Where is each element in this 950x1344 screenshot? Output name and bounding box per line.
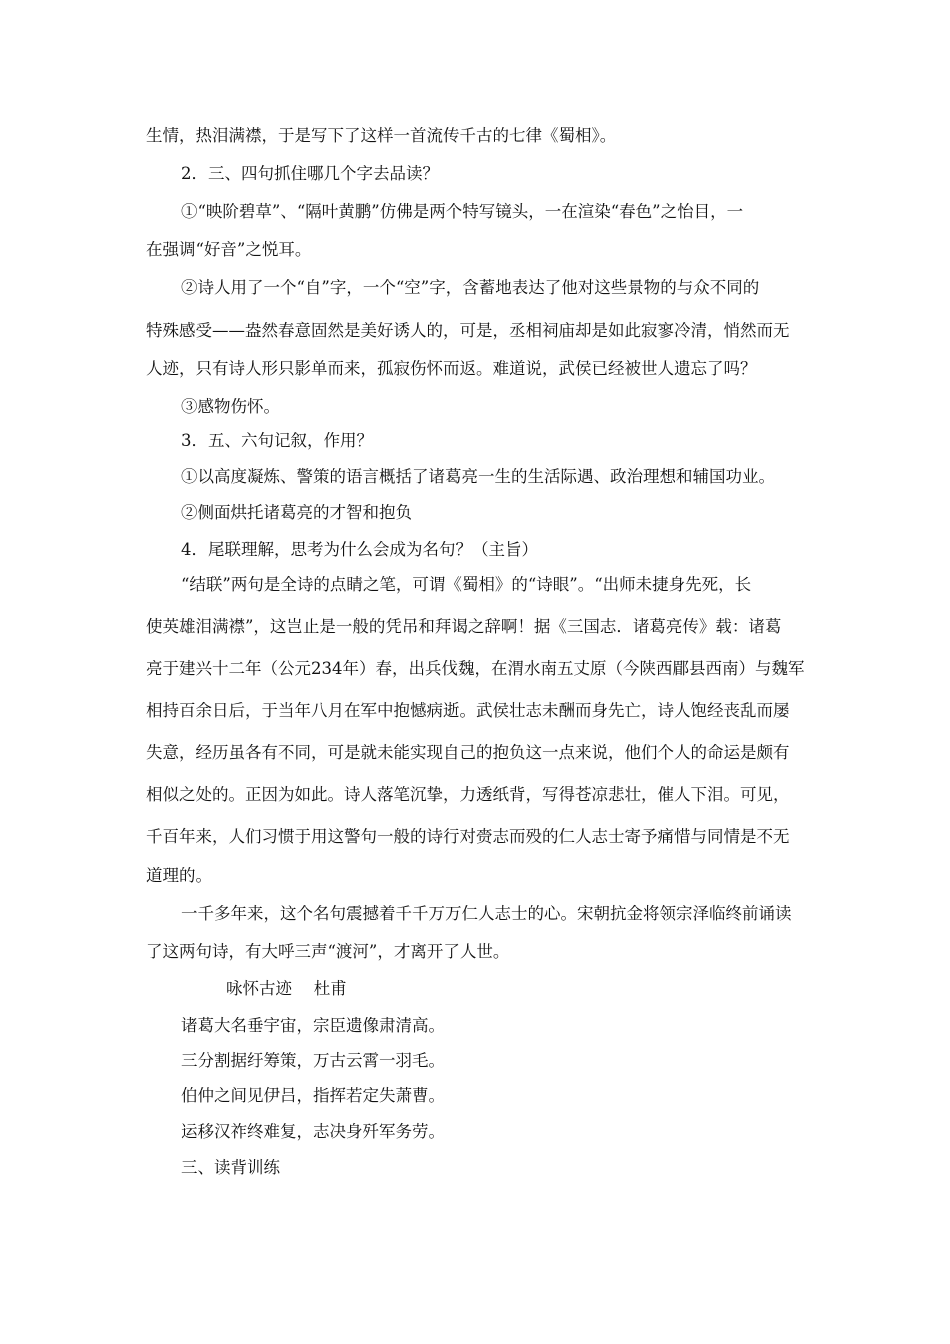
paragraph-line: ①以高度凝炼、警策的语言概括了诸葛亮一生的生活际遇、政治理想和辅国功业。 — [181, 467, 775, 486]
paragraph-line: 一千多年来，这个名句震撼着千千万万仁人志士的心。宋朝抗金将领宗泽临终前诵读 — [181, 904, 792, 923]
poem-title: 咏怀古迹 杜甫 — [226, 979, 347, 998]
paragraph-line: 失意，经历虽各有不同，可是就未能实现自己的抱负这一点来说，他们个人的命运是颇有 — [146, 743, 790, 762]
poem-line: 运移汉祚终难复，志决身歼军务劳。 — [181, 1122, 445, 1141]
paragraph-line: 了这两句诗，有大呼三声“渡河”，才离开了人世。 — [146, 942, 510, 961]
paragraph-line: 人迹，只有诗人形只影单而来，孤寂伤怀而返。难道说，武侯已经被世人遗忘了吗？ — [146, 359, 757, 378]
paragraph-line: 特殊感受——盎然春意固然是美好诱人的，可是，丞相祠庙却是如此寂寥冷清，悄然而无 — [146, 321, 790, 340]
paragraph-line: 亮于建兴十二年（公元234年）春，出兵伐魏，在渭水南五丈原（今陕西郿县西南）与魏军 — [146, 659, 805, 678]
question-heading: 2．三、四句抓住哪几个字去品读？ — [181, 164, 439, 183]
paragraph-line: 相似之处的。正因为如此。诗人落笔沉挚，力透纸背，写得苍凉悲壮，催人下泪。可见， — [146, 785, 790, 804]
paragraph-line: ②诗人用了一个“自”字，一个“空”字，含蓄地表达了他对这些景物的与众不同的 — [181, 278, 760, 297]
paragraph-line: 相持百余日后，于当年八月在军中抱憾病逝。武侯壮志未酬而身先亡，诗人饱经丧乱而屡 — [146, 701, 790, 720]
paragraph-line: 使英雄泪满襟”，这岂止是一般的凭吊和拜谒之辞啊！据《三国志．诸葛亮传》载：诸葛 — [146, 617, 782, 636]
paragraph-line: ②侧面烘托诸葛亮的才智和抱负 — [181, 503, 412, 522]
paragraph-line: 千百年来，人们习惯于用这警句一般的诗行对赍志而殁的仁人志士寄予痛惜与同情是不无 — [146, 827, 790, 846]
paragraph-line: 道理的。 — [146, 866, 212, 885]
paragraph-line: ③感物伤怀。 — [181, 397, 280, 416]
section-heading: 三、读背训练 — [181, 1158, 280, 1177]
paragraph-line: 在强调“好音”之悦耳。 — [146, 240, 312, 259]
paragraph-line: “结联”两句是全诗的点睛之笔，可谓《蜀相》的“诗眼”。“出师未捷身先死，长 — [181, 575, 752, 594]
question-heading: 4．尾联理解，思考为什么会成为名句？（主旨） — [181, 540, 538, 559]
poem-line: 伯仲之间见伊吕，指挥若定失萧曹。 — [181, 1086, 445, 1105]
poem-line: 三分割据纡筹策，万古云霄一羽毛。 — [181, 1051, 445, 1070]
paragraph-line: 生情，热泪满襟，于是写下了这样一首流传千古的七律《蜀相》。 — [146, 126, 617, 145]
question-heading: 3．五、六句记叙，作用？ — [181, 431, 373, 450]
poem-line: 诸葛大名垂宇宙，宗臣遗像肃清高。 — [181, 1016, 445, 1035]
paragraph-line: ①“映阶碧草”、“隔叶黄鹏”仿佛是两个特写镜头，一在渲染“春色”之怡目，一 — [181, 202, 744, 221]
